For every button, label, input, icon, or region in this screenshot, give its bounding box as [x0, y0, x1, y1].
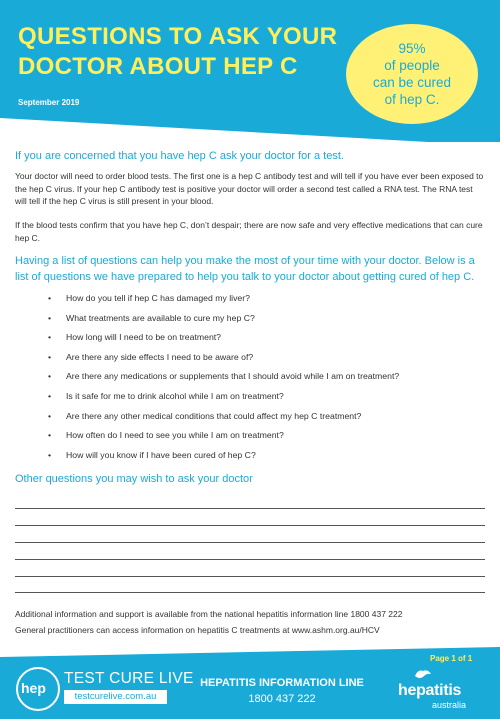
bubble-line-4: of hep C.: [384, 92, 440, 107]
writing-line: [15, 525, 485, 526]
title-line-1: QUESTIONS TO ASK YOUR: [18, 23, 338, 50]
question-item: • What treatments are available to cure my hep C?: [48, 312, 399, 332]
question-item: • Is it safe for me to drink alcohol while I am on treatment?: [48, 390, 399, 410]
question-list: [48, 292, 399, 468]
footer-diagonal: [0, 647, 500, 657]
title-line-2: DOCTOR ABOUT HEP C: [18, 53, 298, 80]
writing-line: [15, 592, 485, 593]
writing-line: [15, 542, 485, 543]
publication-date: September 2019: [18, 98, 80, 107]
question-item: • How often do I need to see you while I am on treatment?: [48, 429, 399, 449]
test-cure-live-url[interactable]: testcurelive.com.au: [64, 690, 167, 704]
question-item: • How long will I need to be on treatment?: [48, 331, 399, 351]
info-line-phone[interactable]: 1800 437 222: [248, 693, 316, 705]
test-cure-live-title: TEST CURE LIVE: [64, 670, 194, 687]
question-item: • Are there any other medical conditions that could affect my hep C treatment?: [48, 410, 399, 430]
bubble-line-2: of people: [384, 58, 440, 73]
question-item: • Are there any side effects I need to be aware of?: [48, 351, 399, 371]
info-line-title: HEPATITIS INFORMATION LINE: [200, 677, 364, 689]
writing-line: [15, 559, 485, 560]
bubble-line-3: can be cured: [372, 75, 452, 90]
intro-paragraph-cure: If the blood tests confirm that you have hep C, don’t despair; there are now safe and very effective medications that can cure hep C.: [15, 220, 483, 243]
question-item: • How do you tell if hep C has damaged my liver?: [48, 292, 399, 312]
bubble-line-1: 95%: [398, 41, 426, 56]
cure-rate-bubble: [346, 24, 478, 124]
page-number: Page 1 of 1: [430, 654, 473, 663]
writing-line: [15, 508, 485, 509]
page-title: [18, 22, 337, 82]
gp-info-note: General practitioners can access information on hepatitis C treatments at www.ashm.org.au/HCV: [15, 625, 380, 635]
question-item: • How will you know if I have been cured of hep C?: [48, 449, 399, 469]
hepatitis-australia-logo-text: hepatitis: [398, 682, 462, 699]
questions-lead: Having a list of questions can help you make the most of your time with your doctor. Below is a list of questions we have prepared to help you talk to your doctor about getting cured of hep C.: [15, 255, 475, 283]
hepatitis-australia-logo-icon: [414, 667, 432, 681]
hep-logo-text: hep: [21, 680, 46, 696]
intro-paragraph-tests: Your doctor will need to order blood tests. The first one is a hep C antibody test and will tell if you have ever been exposed to the hep C virus. If your hep C antibody test is positive your doctor will order a second test called a RNA test. The RNA test will tell if the hep C virus is still present in your blood.: [15, 171, 484, 206]
question-item: • Are there any medications or supplements that I should avoid while I am on treatment?: [48, 370, 399, 390]
hepatitis-australia-logo-subtext: australia: [432, 700, 467, 710]
intro-lead: If you are concerned that you have hep C ask your doctor for a test.: [15, 150, 344, 162]
writing-line: [15, 576, 485, 577]
footer-banner: [0, 647, 500, 719]
info-line-note: Additional information and support is available from the national hepatitis information line 1800 437 222: [15, 609, 403, 619]
other-questions-heading: Other questions you may wish to ask your doctor: [15, 473, 253, 485]
header-banner: [0, 0, 500, 142]
